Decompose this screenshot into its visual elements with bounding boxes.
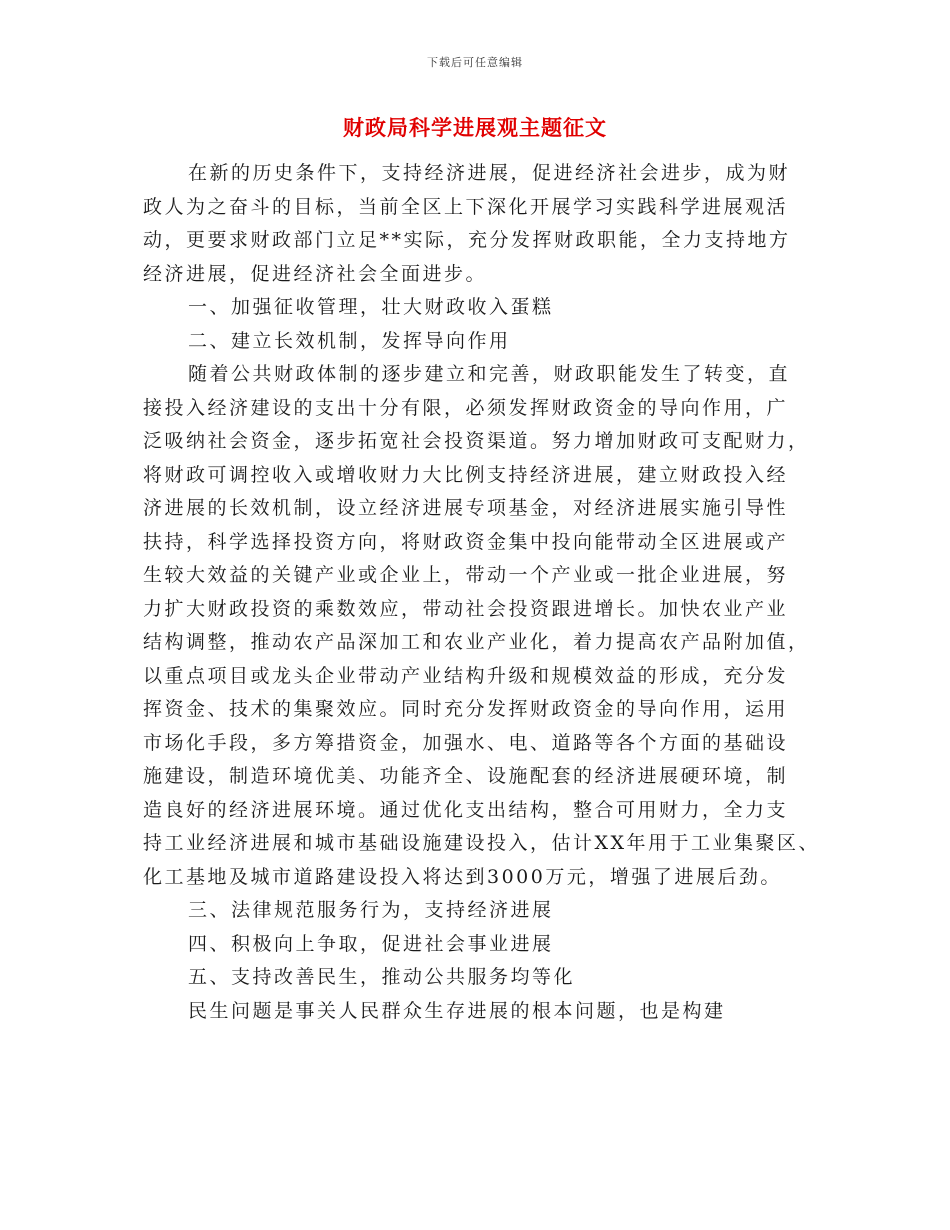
body-line: 生较大效益的关键产业或企业上，带动一个产业或一批企业进展，努 xyxy=(143,564,789,586)
body-line: 力扩大财政投资的乘数效应，带动社会投资跟进增长。加快农业产业 xyxy=(143,597,789,620)
body-line: 三、法律规范服务行为，支持经济进展 xyxy=(188,899,554,921)
body-line: 政人为之奋斗的目标，当前全区上下深化开展学习实践科学进展观活 xyxy=(143,195,789,218)
body-line: 施建设，制造环境优美、功能齐全、设施配套的经济进展硬环境，制 xyxy=(143,765,789,787)
body-line: 随着公共财政体制的逐步建立和完善，财政职能发生了转变，直 xyxy=(188,363,791,385)
body-line: 持工业经济进展和城市基础设施建设投入，估计XX年用于工业集聚区、 xyxy=(143,832,821,854)
body-line: 扶持，科学选择投资方向，将财政资金集中投向能带动全区进展或产 xyxy=(143,530,789,553)
body-line: 民生问题是事关人民群众生存进展的根本问题，也是构建 xyxy=(188,999,726,1022)
body-line: 四、积极向上争取，促进社会事业进展 xyxy=(188,932,554,955)
body-line: 挥资金、技术的集聚效应。同时充分发挥财政资金的导向作用，运用 xyxy=(143,698,789,720)
body-line: 化工基地及城市道路建设投入将达到3000万元，增强了进展后劲。 xyxy=(143,865,782,888)
body-line: 五、支持改善民生，推动公共服务均等化 xyxy=(188,966,576,988)
body-line: 泛吸纳社会资金，逐步拓宽社会投资渠道。努力增加财政可支配财力， xyxy=(143,430,810,452)
body-line: 造良好的经济进展环境。通过优化支出结构，整合可用财力，全力支 xyxy=(143,798,789,821)
body-line: 市场化手段，多方筹措资金，加强水、电、道路等各个方面的基础设 xyxy=(143,731,789,754)
header-note: 下载后可任意编辑 xyxy=(427,56,523,69)
body-line: 接投入经济建设的支出十分有限，必须发挥财政资金的导向作用，广 xyxy=(143,396,789,419)
body-line: 济进展的长效机制，设立经济进展专项基金，对经济进展实施引导性 xyxy=(143,497,789,519)
body-line: 动，更要求财政部门立足**实际，充分发挥财政职能，全力支持地方 xyxy=(143,229,791,251)
body-line: 结构调整，推动农产品深加工和农业产业化，着力提高农产品附加值， xyxy=(143,631,810,653)
body-line: 经济进展，促进经济社会全面进步。 xyxy=(143,262,488,285)
body-line: 二、建立长效机制，发挥导向作用 xyxy=(188,329,511,352)
document-title: 财政局科学进展观主题征文 xyxy=(343,115,607,140)
body-line: 一、加强征收管理，壮大财政收入蛋糕 xyxy=(188,296,554,318)
body-line: 在新的历史条件下，支持经济进展，促进经济社会进步，成为财 xyxy=(188,162,791,184)
body-line: 将财政可调控收入或增收财力大比例支持经济进展，建立财政投入经 xyxy=(143,463,789,486)
body-line: 以重点项目或龙头企业带动产业结构升级和规模效益的形成，充分发 xyxy=(143,664,789,687)
